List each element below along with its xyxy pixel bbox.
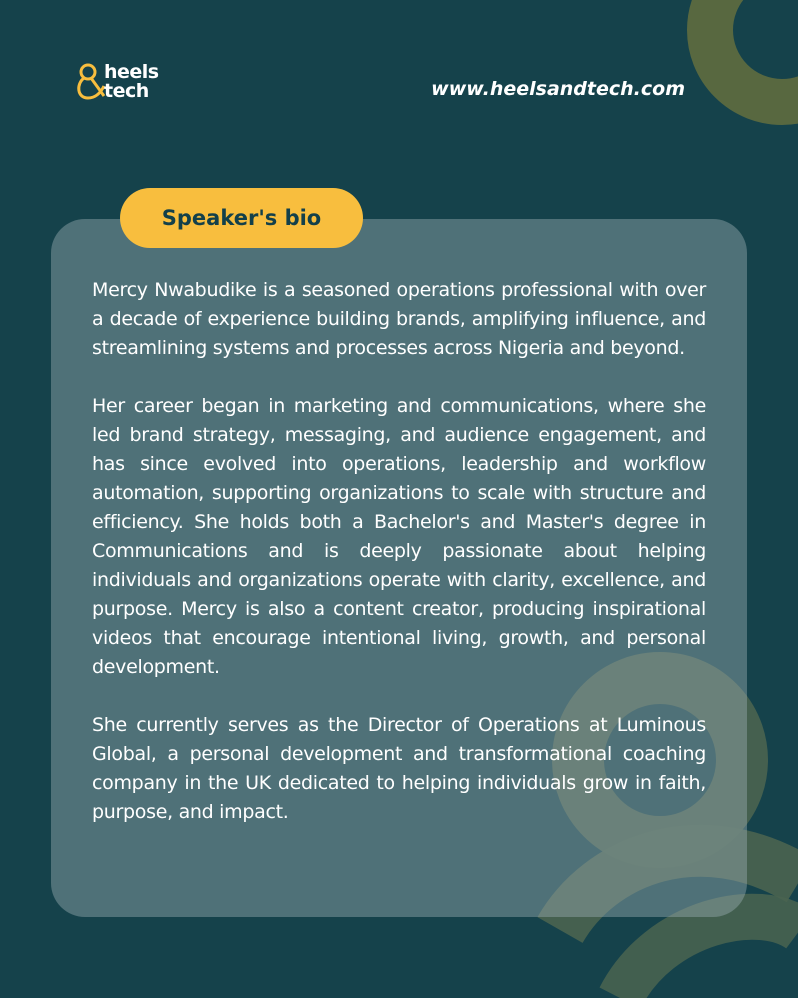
bio-paragraph: She currently serves as the Director of Operations at Luminous Global, a personal development and transformational coaching company in the UK dedicated to helping individuals grow in faith, purpose, and impact. [92, 714, 706, 823]
speakers-bio-badge [120, 188, 363, 248]
heels-and-tech-logo [76, 62, 176, 104]
bio-paragraph: Mercy Nwabudike is a seasoned operations professional with over a decade of experience building brands, amplifying influence, and streamlining systems and processes across Nigeria and beyond. [92, 279, 706, 359]
speakers-bio-label: Speaker's bio [161, 206, 322, 230]
logo-word-tech: tech [104, 80, 149, 102]
website-url[interactable]: www.heelsandtech.com [431, 78, 685, 100]
bio-text [92, 276, 706, 856]
bio-paragraph: Her career began in marketing and communications, where she led brand strategy, messaging, and audience engagement, and has since evolved into operations, leadership and workflow automation, supporting organizations to scale with structure and efficiency. She holds both a Bachelor's and Master's degree in Communications and is deeply passionate about helping individuals and organizations operate with clarity, excellence, and purpose. Mercy is also a content creator, producing inspirational videos that encourage intentional living, growth, and personal development. [92, 395, 706, 678]
logo-word-heels: heels [104, 61, 159, 83]
ampersand-icon [76, 62, 106, 102]
